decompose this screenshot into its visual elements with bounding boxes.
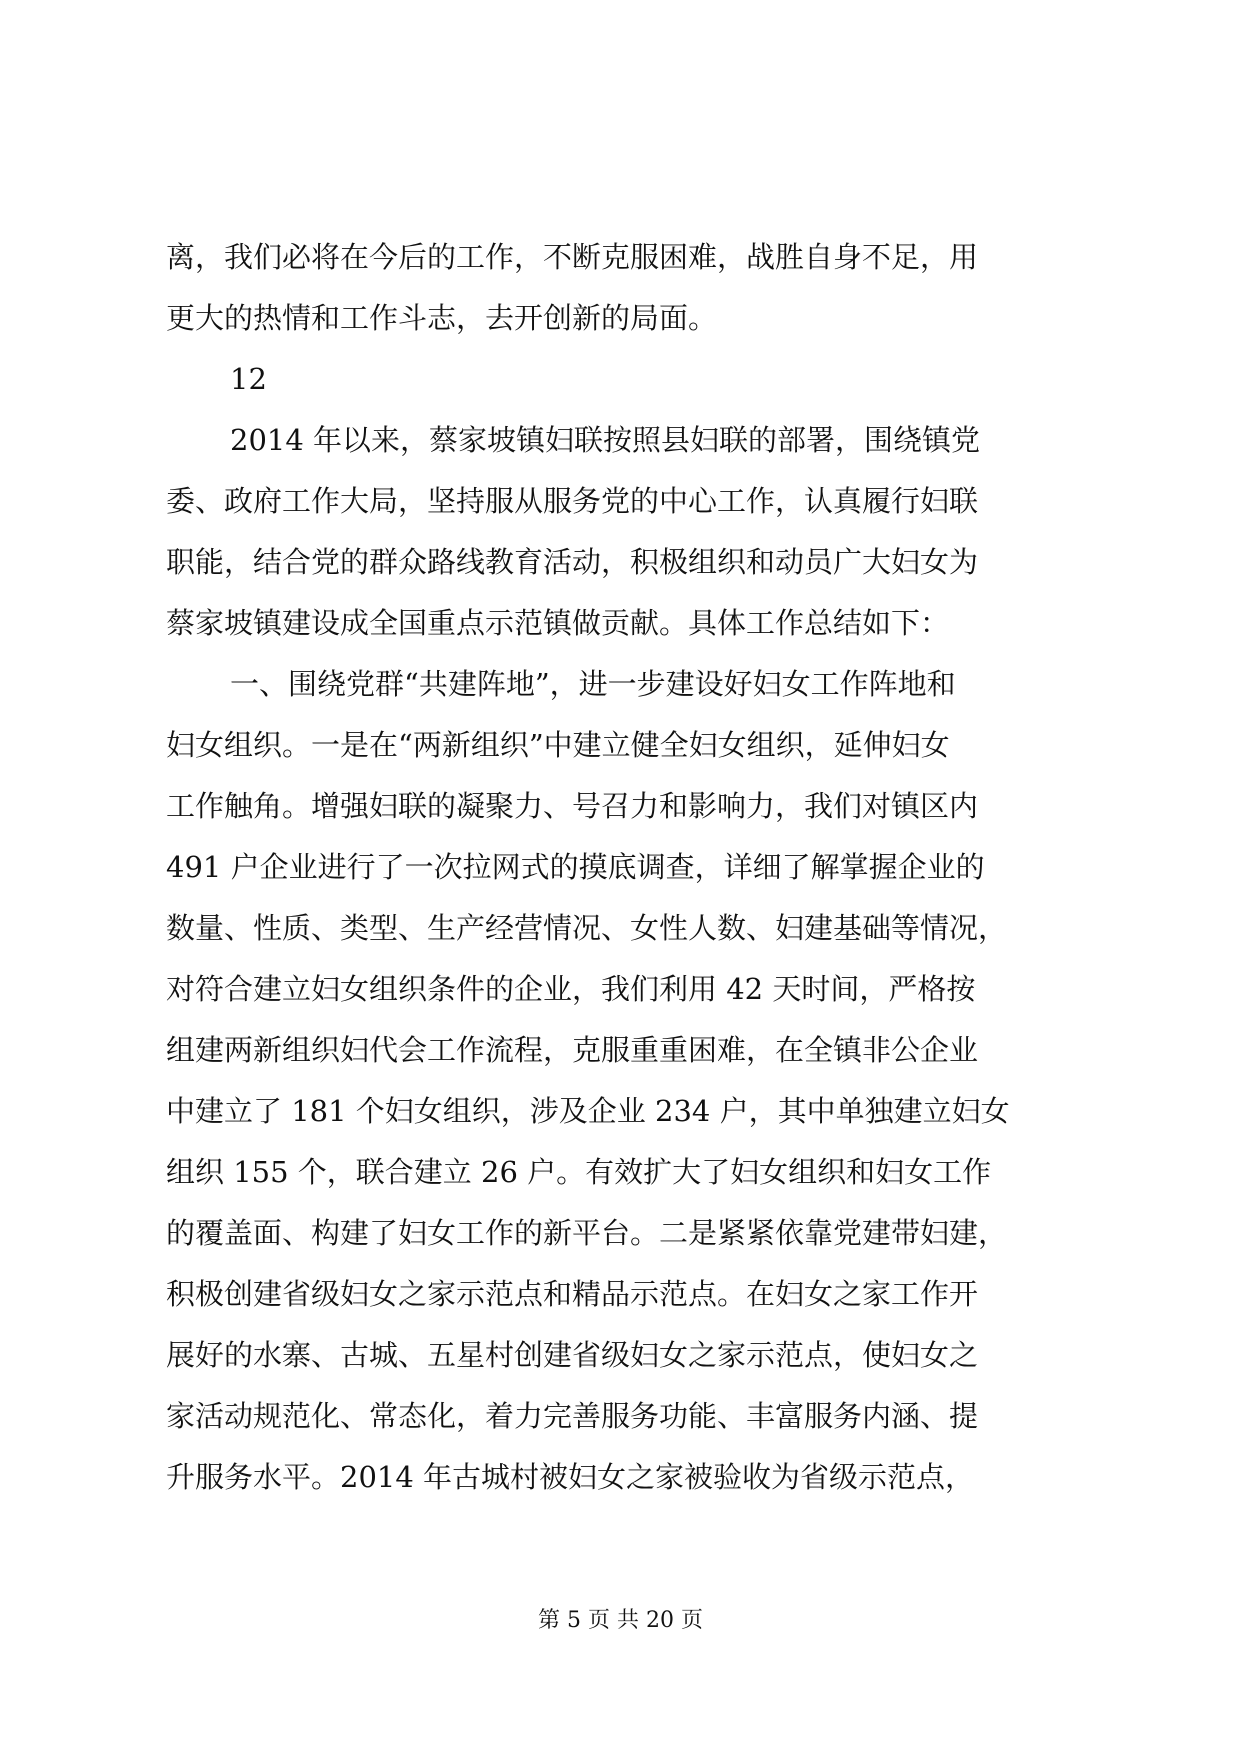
text-line: 委、政府工作大局，坚持服从服务党的中心工作，认真履行妇联 <box>166 484 979 518</box>
page-number-footer: 第 5 页 共 20 页 <box>538 1608 703 1633</box>
text-line: 展好的水寨、古城、五星村创建省级妇女之家示范点，使妇女之 <box>166 1338 979 1372</box>
text-line: 组建两新组织妇代会工作流程，克服重重困难，在全镇非公企业 <box>166 1033 979 1067</box>
body-text <box>166 227 1074 1508</box>
text-line: 升服务水平。2014 年古城村被妇女之家被验收为省级示范点， <box>166 1460 975 1494</box>
text-line: 一、围绕党群“共建阵地”，进一步建设好妇女工作阵地和 <box>230 667 956 701</box>
text-line: 工作触角。增强妇联的凝聚力、号召力和影响力，我们对镇区内 <box>166 789 979 823</box>
text-line: 对符合建立妇女组织条件的企业，我们利用 42 天时间，严格按 <box>166 972 976 1006</box>
text-line: 蔡家坡镇建设成全国重点示范镇做贡献。具体工作总结如下： <box>166 606 950 640</box>
text-line: 更大的热情和工作斗志，去开创新的局面。 <box>166 301 718 335</box>
text-line: 12 <box>230 362 267 396</box>
text-line: 家活动规范化、常态化，着力完善服务功能、丰富服务内涵、提 <box>166 1399 979 1433</box>
text-line: 妇女组织。一是在“两新组织”中建立健全妇女组织，延伸妇女 <box>166 728 950 762</box>
text-line: 的覆盖面、构建了妇女工作的新平台。二是紧紧依靠党建带妇建， <box>166 1216 1008 1250</box>
text-line: 积极创建省级妇女之家示范点和精品示范点。在妇女之家工作开 <box>166 1277 979 1311</box>
text-line: 491 户企业进行了一次拉网式的摸底调查，详细了解掌握企业的 <box>166 850 985 884</box>
text-line: 组织 155 个，联合建立 26 户。有效扩大了妇女组织和妇女工作 <box>166 1155 992 1189</box>
text-line: 离，我们必将在今后的工作，不断克服困难，战胜自身不足，用 <box>166 240 979 274</box>
text-line: 2014 年以来，蔡家坡镇妇联按照县妇联的部署，围绕镇党 <box>230 423 981 457</box>
text-line: 中建立了 181 个妇女组织，涉及企业 234 户，其中单独建立妇女 <box>166 1094 1010 1128</box>
text-line: 职能，结合党的群众路线教育活动，积极组织和动员广大妇女为 <box>166 545 979 579</box>
text-line: 数量、性质、类型、生产经营情况、女性人数、妇建基础等情况， <box>166 911 1008 945</box>
